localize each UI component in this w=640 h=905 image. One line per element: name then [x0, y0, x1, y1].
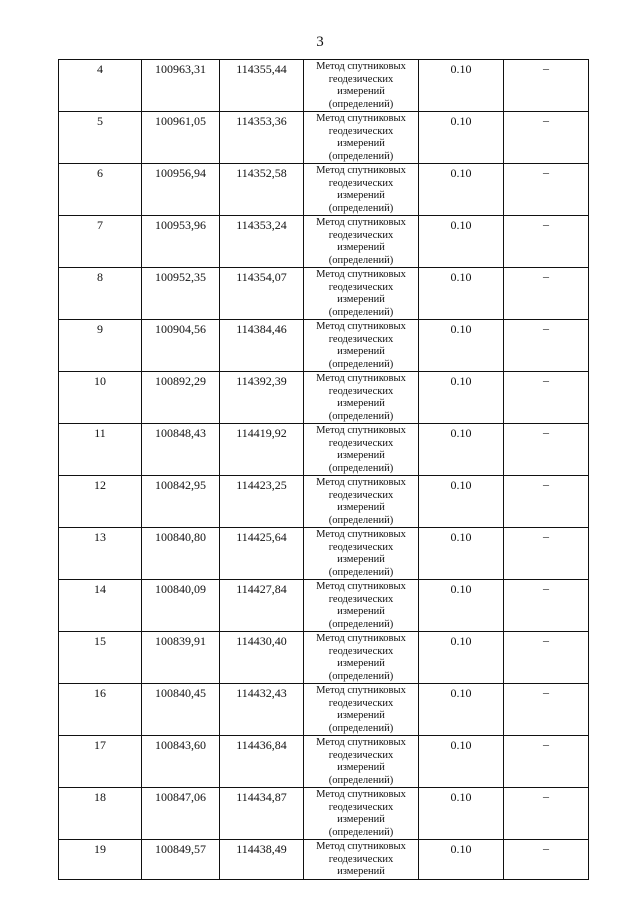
table-row — [59, 372, 589, 424]
y-coordinate-cell: 114434,87 — [220, 788, 304, 840]
note-cell: – — [504, 788, 589, 840]
method-line: Метод спутниковых — [316, 581, 406, 592]
x-coordinate-cell: 100904,56 — [142, 320, 220, 372]
note-cell: – — [504, 476, 589, 528]
method-line: (определений) — [328, 202, 394, 214]
method-line: Метод спутниковых — [316, 737, 406, 748]
table-row — [59, 580, 589, 632]
accuracy-cell: 0.10 — [419, 684, 504, 736]
method-line: (определений) — [328, 254, 394, 266]
x-coordinate-cell: 100892,29 — [142, 372, 220, 424]
point-number-cell: 10 — [59, 372, 142, 424]
coordinates-table — [58, 59, 589, 880]
method-cell — [304, 736, 419, 788]
y-coordinate-cell: 114392,39 — [220, 372, 304, 424]
method-cell — [304, 788, 419, 840]
method-line: (определений) — [328, 826, 394, 838]
table-row — [59, 112, 589, 164]
method-line: Метод спутниковых — [316, 217, 406, 228]
x-coordinate-cell: 100839,91 — [142, 632, 220, 684]
x-coordinate-cell: 100849,57 — [142, 840, 220, 880]
point-number-cell: 7 — [59, 216, 142, 268]
method-cell — [304, 216, 419, 268]
method-line: измерений — [337, 866, 385, 877]
method-line: Метод спутниковых — [316, 633, 406, 644]
note-cell: – — [504, 632, 589, 684]
x-coordinate-cell: 100956,94 — [142, 164, 220, 216]
note-cell: – — [504, 268, 589, 320]
accuracy-cell: 0.10 — [419, 476, 504, 528]
method-line: геодезических — [328, 541, 394, 553]
method-line: измерений — [337, 658, 385, 669]
method-line: (определений) — [328, 410, 394, 422]
accuracy-cell: 0.10 — [419, 788, 504, 840]
method-cell — [304, 372, 419, 424]
method-line: геодезических — [328, 853, 394, 865]
accuracy-cell: 0.10 — [419, 372, 504, 424]
method-line: геодезических — [328, 645, 394, 657]
method-line: Метод спутниковых — [316, 789, 406, 800]
table-row — [59, 268, 589, 320]
table-row — [59, 424, 589, 476]
method-line: Метод спутниковых — [316, 113, 406, 124]
method-line: измерений — [337, 606, 385, 617]
note-cell: – — [504, 528, 589, 580]
method-line: геодезических — [328, 281, 394, 293]
x-coordinate-cell: 100840,09 — [142, 580, 220, 632]
point-number-cell: 8 — [59, 268, 142, 320]
note-cell: – — [504, 60, 589, 112]
method-line: измерений — [337, 814, 385, 825]
point-number-cell: 11 — [59, 424, 142, 476]
x-coordinate-cell: 100953,96 — [142, 216, 220, 268]
x-coordinate-cell: 100840,45 — [142, 684, 220, 736]
method-line: (определений) — [328, 618, 394, 630]
method-line: измерений — [337, 190, 385, 201]
method-cell — [304, 164, 419, 216]
method-line: геодезических — [328, 489, 394, 501]
x-coordinate-cell: 100848,43 — [142, 424, 220, 476]
method-line: измерений — [337, 762, 385, 773]
table-row — [59, 320, 589, 372]
accuracy-cell: 0.10 — [419, 580, 504, 632]
method-line: геодезических — [328, 749, 394, 761]
point-number-cell: 13 — [59, 528, 142, 580]
note-cell: – — [504, 580, 589, 632]
y-coordinate-cell: 114353,36 — [220, 112, 304, 164]
method-line: геодезических — [328, 229, 394, 241]
note-cell: – — [504, 320, 589, 372]
method-line: (определений) — [328, 722, 394, 734]
x-coordinate-cell: 100840,80 — [142, 528, 220, 580]
point-number-cell: 12 — [59, 476, 142, 528]
method-line: геодезических — [328, 333, 394, 345]
method-line: геодезических — [328, 697, 394, 709]
accuracy-cell: 0.10 — [419, 528, 504, 580]
method-cell — [304, 268, 419, 320]
x-coordinate-cell: 100961,05 — [142, 112, 220, 164]
accuracy-cell: 0.10 — [419, 736, 504, 788]
point-number-cell: 9 — [59, 320, 142, 372]
accuracy-cell: 0.10 — [419, 424, 504, 476]
y-coordinate-cell: 114353,24 — [220, 216, 304, 268]
y-coordinate-cell: 114430,40 — [220, 632, 304, 684]
table-row — [59, 632, 589, 684]
x-coordinate-cell: 100847,06 — [142, 788, 220, 840]
method-line: Метод спутниковых — [316, 61, 406, 72]
method-line: Метод спутниковых — [316, 269, 406, 280]
method-line: измерений — [337, 346, 385, 357]
accuracy-cell: 0.10 — [419, 112, 504, 164]
point-number-cell: 16 — [59, 684, 142, 736]
y-coordinate-cell: 114432,43 — [220, 684, 304, 736]
method-line: геодезических — [328, 801, 394, 813]
y-coordinate-cell: 114352,58 — [220, 164, 304, 216]
method-cell — [304, 476, 419, 528]
method-line: Метод спутниковых — [316, 529, 406, 540]
table-row — [59, 60, 589, 112]
method-line: Метод спутниковых — [316, 477, 406, 488]
table-row — [59, 684, 589, 736]
method-cell — [304, 632, 419, 684]
table-row — [59, 476, 589, 528]
y-coordinate-cell: 114354,07 — [220, 268, 304, 320]
point-number-cell: 15 — [59, 632, 142, 684]
method-line: (определений) — [328, 98, 394, 110]
method-line: (определений) — [328, 514, 394, 526]
table-row — [59, 840, 589, 880]
method-cell — [304, 60, 419, 112]
method-line: геодезических — [328, 125, 394, 137]
method-cell — [304, 424, 419, 476]
accuracy-cell: 0.10 — [419, 632, 504, 684]
method-line: Метод спутниковых — [316, 165, 406, 176]
method-line: геодезических — [328, 73, 394, 85]
note-cell: – — [504, 424, 589, 476]
note-cell: – — [504, 684, 589, 736]
method-line: измерений — [337, 710, 385, 721]
method-cell — [304, 112, 419, 164]
x-coordinate-cell: 100843,60 — [142, 736, 220, 788]
accuracy-cell: 0.10 — [419, 164, 504, 216]
table-row — [59, 216, 589, 268]
method-line: Метод спутниковых — [316, 373, 406, 384]
method-line: (определений) — [328, 306, 394, 318]
method-line: измерений — [337, 554, 385, 565]
accuracy-cell: 0.10 — [419, 268, 504, 320]
method-line: Метод спутниковых — [316, 841, 406, 852]
table-row — [59, 788, 589, 840]
accuracy-cell: 0.10 — [419, 60, 504, 112]
accuracy-cell: 0.10 — [419, 320, 504, 372]
x-coordinate-cell: 100842,95 — [142, 476, 220, 528]
method-line: измерений — [337, 398, 385, 409]
y-coordinate-cell: 114425,64 — [220, 528, 304, 580]
y-coordinate-cell: 114355,44 — [220, 60, 304, 112]
point-number-cell: 6 — [59, 164, 142, 216]
table-body — [59, 60, 589, 880]
y-coordinate-cell: 114427,84 — [220, 580, 304, 632]
point-number-cell: 19 — [59, 840, 142, 880]
method-line: (определений) — [328, 566, 394, 578]
point-number-cell: 4 — [59, 60, 142, 112]
method-line: геодезических — [328, 385, 394, 397]
method-cell — [304, 320, 419, 372]
y-coordinate-cell: 114438,49 — [220, 840, 304, 880]
note-cell: – — [504, 112, 589, 164]
method-cell — [304, 840, 419, 880]
method-line: Метод спутниковых — [316, 685, 406, 696]
point-number-cell: 17 — [59, 736, 142, 788]
y-coordinate-cell: 114419,92 — [220, 424, 304, 476]
method-line: геодезических — [328, 437, 394, 449]
y-coordinate-cell: 114384,46 — [220, 320, 304, 372]
table-row — [59, 164, 589, 216]
method-line: измерений — [337, 86, 385, 97]
point-number-cell: 5 — [59, 112, 142, 164]
note-cell: – — [504, 736, 589, 788]
method-line: измерений — [337, 450, 385, 461]
point-number-cell: 14 — [59, 580, 142, 632]
method-line: (определений) — [328, 670, 394, 682]
method-line: измерений — [337, 138, 385, 149]
y-coordinate-cell: 114423,25 — [220, 476, 304, 528]
method-line: измерений — [337, 294, 385, 305]
table-row — [59, 528, 589, 580]
method-line: (определений) — [328, 774, 394, 786]
method-line: геодезических — [328, 593, 394, 605]
method-line: измерений — [337, 502, 385, 513]
method-line: (определений) — [328, 462, 394, 474]
accuracy-cell: 0.10 — [419, 840, 504, 880]
method-line: Метод спутниковых — [316, 321, 406, 332]
method-line: Метод спутниковых — [316, 425, 406, 436]
method-line: (определений) — [328, 150, 394, 162]
table-row — [59, 736, 589, 788]
method-line: геодезических — [328, 177, 394, 189]
x-coordinate-cell: 100952,35 — [142, 268, 220, 320]
note-cell: – — [504, 840, 589, 880]
y-coordinate-cell: 114436,84 — [220, 736, 304, 788]
note-cell: – — [504, 372, 589, 424]
method-line: (определений) — [328, 358, 394, 370]
accuracy-cell: 0.10 — [419, 216, 504, 268]
method-cell — [304, 528, 419, 580]
method-cell — [304, 684, 419, 736]
note-cell: – — [504, 216, 589, 268]
page-number: 3 — [316, 34, 324, 50]
x-coordinate-cell: 100963,31 — [142, 60, 220, 112]
method-cell — [304, 580, 419, 632]
point-number-cell: 18 — [59, 788, 142, 840]
note-cell: – — [504, 164, 589, 216]
method-line: измерений — [337, 242, 385, 253]
